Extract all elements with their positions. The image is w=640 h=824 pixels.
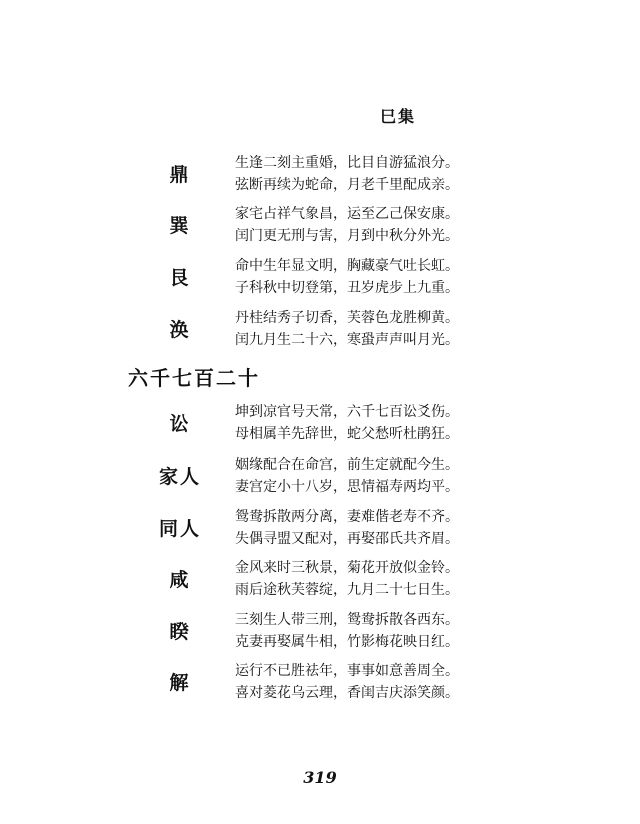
verse-text (235, 506, 459, 550)
verse-line: 喜对菱花乌云理，香闺吉庆添笑颜。 (235, 685, 459, 701)
hexagram-name: 艮 (169, 267, 191, 289)
verse-line: 闰门更无刑与害，月到中秋分外光。 (235, 228, 459, 244)
verse-line: 克妻再娶属牛相，竹影梅花映日红。 (235, 634, 459, 650)
verse-line: 弦断再续为蛇命，月老千里配成亲。 (235, 177, 459, 193)
verse-line: 鸳鸯拆散两分离，妻难偕老寿不齐。 (235, 509, 459, 525)
verse-line: 失偶寻盟又配对，再娶邵氏共齐眉。 (235, 531, 459, 547)
verse-text (235, 203, 459, 247)
verse-entry (0, 454, 640, 498)
verse-text (235, 255, 459, 299)
running-header: 巳集 (380, 107, 417, 126)
verse-entry (0, 660, 640, 704)
verse-line: 坤到凉官号天常，六千七百讼爻伤。 (235, 404, 459, 420)
verse-entry (0, 401, 640, 445)
hexagram-name: 同人 (158, 518, 201, 540)
verse-line: 姻缘配合在命宫，前生定就配今生。 (235, 457, 459, 473)
hexagram-name: 咸 (169, 569, 191, 591)
verse-line: 妻宫定小十八岁，思情福寿两均平。 (235, 479, 459, 495)
hexagram-name: 讼 (169, 413, 191, 435)
verse-line: 家宅占祥气象昌，运至乙己保安康。 (235, 206, 459, 222)
verse-line: 雨后途秋芙蓉绽，九月二十七日生。 (235, 582, 459, 598)
hexagram-name: 睽 (169, 621, 191, 643)
verse-line: 丹桂结秀子切香，芙蓉色龙胜柳黄。 (235, 310, 459, 326)
verse-text (235, 454, 459, 498)
verse-line: 命中生年显文明，胸藏豪气吐长虹。 (235, 258, 459, 274)
verse-text (235, 152, 459, 196)
verse-text (235, 401, 459, 445)
verse-entry (0, 506, 640, 550)
hexagram-name: 解 (169, 672, 191, 694)
hexagram-name: 涣 (169, 319, 191, 341)
verse-line: 闰九月生二十六，寒蛩声声叫月光。 (235, 332, 459, 348)
hexagram-name: 家人 (158, 466, 201, 488)
verse-entry (0, 152, 640, 196)
verse-line: 生逢二刻主重婚，比目自游猛浪分。 (235, 155, 459, 171)
verse-entry (0, 609, 640, 653)
verse-entry (0, 203, 640, 247)
verse-entry (0, 307, 640, 351)
verse-text (235, 307, 459, 351)
page-number: 319 (303, 768, 337, 787)
hexagram-name: 鼎 (169, 164, 191, 186)
verse-line: 母相属羊先辞世，蛇父愁听杜鹃狂。 (235, 426, 459, 442)
verse-entry (0, 557, 640, 601)
verse-line: 运行不已胜祛年，事事如意善周全。 (235, 663, 459, 679)
verse-line: 三刻生人带三刑，鸳鸯拆散各西东。 (235, 612, 459, 628)
verse-line: 子科秋中切登第，丑岁虎步上九重。 (235, 280, 459, 296)
verse-line: 金风来时三秋景，菊花开放似金铃。 (235, 560, 459, 576)
section-title: 六千七百二十 (128, 366, 260, 390)
verse-text (235, 660, 459, 704)
hexagram-name: 巽 (169, 215, 191, 237)
verse-entry (0, 255, 640, 299)
verse-text (235, 557, 459, 601)
verse-text (235, 609, 459, 653)
